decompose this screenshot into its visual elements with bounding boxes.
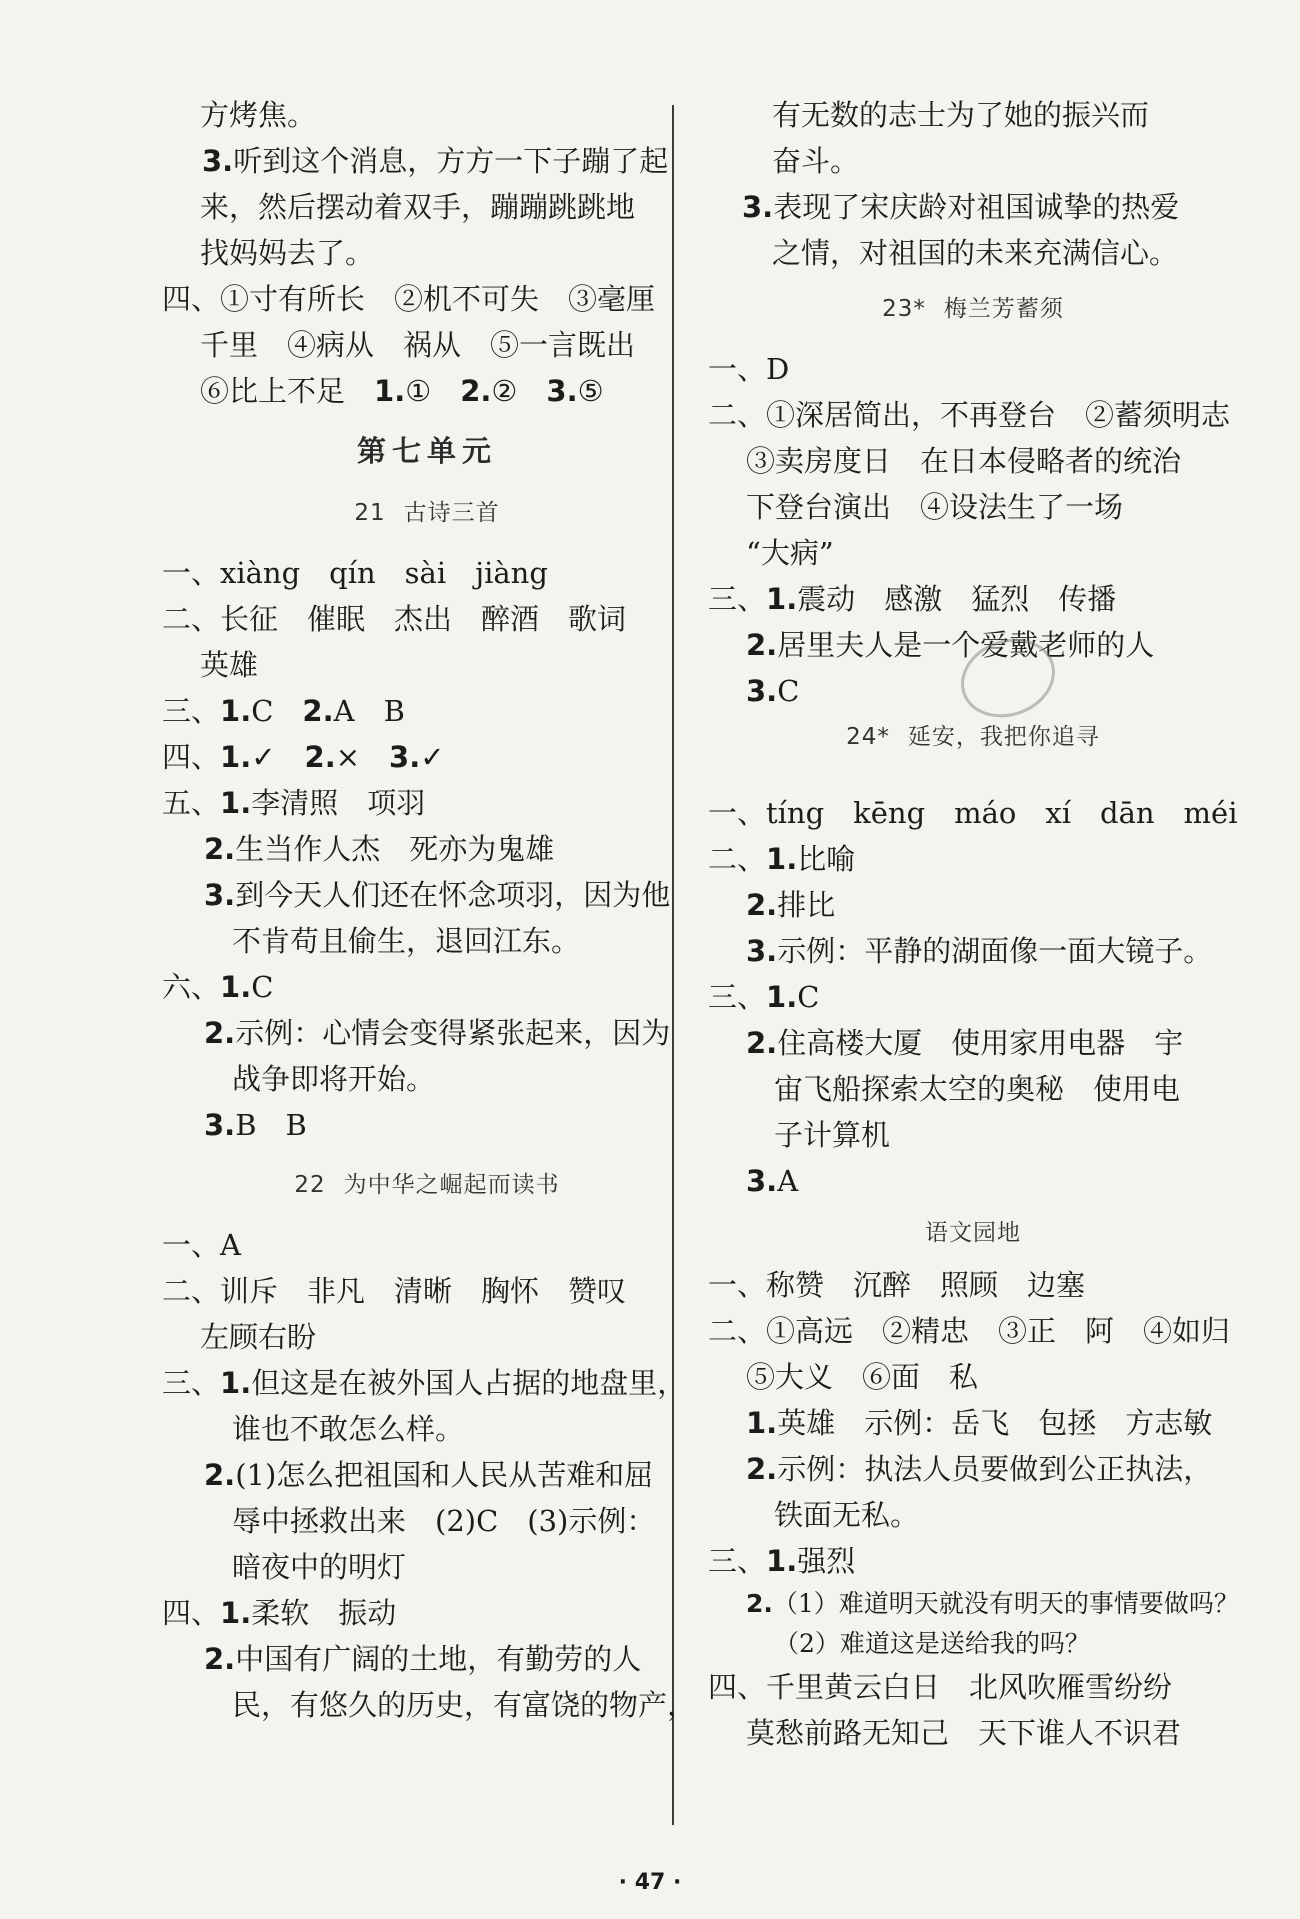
answer-line: 3.A: [746, 1164, 799, 1198]
answer-line: 民，有悠久的历史，有富饶的物产，: [232, 1688, 697, 1722]
answer-line: 千里 ④病从 祸从 ⑤一言既出: [200, 328, 636, 362]
answer-line: 3.表现了宋庆龄对祖国诚挚的热爱: [742, 190, 1180, 224]
answer-line: 下登台演出 ④设法生了一场: [746, 490, 1124, 524]
answer-line: 一、D: [708, 352, 790, 386]
answer-line: 辱中拯救出来 (2)C (3)示例：: [232, 1504, 656, 1538]
answer-line: 3.B B: [204, 1108, 307, 1142]
answer-text: 听到这个消息，方方一下子蹦了起: [233, 144, 669, 178]
answer-line: 三、1.C 2.A B: [162, 694, 405, 728]
lesson-heading: 24* 延安，我把你追寻: [846, 724, 1100, 750]
answer-line: 四、1.柔软 振动: [162, 1596, 397, 1630]
answer-line: 2.居里夫人是一个爱戴老师的人: [746, 628, 1155, 662]
answer-line: 暗夜中的明灯: [232, 1550, 407, 1584]
answer-line: 奋斗。: [772, 144, 860, 178]
answer-line: 左顾右盼: [200, 1320, 317, 1354]
answer-line: 一、称赞 沉醉 照顾 边塞: [708, 1268, 1086, 1302]
answer-line: 一、xiàng qín sài jiàng: [162, 556, 548, 590]
answer-line: 二、①深居简出，不再登台 ②蓄须明志: [708, 398, 1231, 432]
answer-line: 2.（1）难道明天就没有明天的事情要做吗？: [746, 1589, 1239, 1618]
answer-line: 2.示例：心情会变得紧张起来，因为: [204, 1016, 671, 1050]
answer-line: 2.生当作人杰 死亦为鬼雄: [204, 832, 555, 866]
answer-line: 2.排比: [746, 888, 836, 922]
answer-line: 莫愁前路无知己 天下谁人不识君: [746, 1716, 1182, 1750]
answer-line: 铁面无私。: [774, 1498, 920, 1532]
left-column: [162, 92, 697, 1728]
answer-line: 3.示例：平静的湖面像一面大镜子。: [746, 934, 1213, 968]
answer-line: 四、①寸有所长 ②机不可失 ③毫厘: [162, 282, 656, 316]
answer-line: 六、1.C: [162, 970, 274, 1004]
answer-line: 2.住高楼大厦 使用家用电器 宇: [746, 1026, 1184, 1060]
answer-line: 三、1.C: [708, 980, 820, 1014]
answer-line: 1.英雄 示例：岳飞 包拯 方志敏: [746, 1406, 1213, 1440]
answer-line: 五、1.李清照 项羽: [162, 786, 426, 820]
answer-line: 四、千里黄云白日 北风吹雁雪纷纷: [708, 1670, 1173, 1704]
lesson-heading: 21 古诗三首: [354, 500, 500, 526]
answer-line: 找妈妈去了。: [200, 236, 375, 270]
answer-line: ⑥比上不足 1.① 2.② 3.⑤: [200, 374, 604, 408]
answer-line: 来，然后摆动着双手，蹦蹦跳跳地: [200, 190, 636, 224]
unit-title: 第七单元: [356, 434, 497, 468]
answer-line: 战争即将开始。: [232, 1062, 436, 1096]
answer-line: 2.中国有广阔的土地，有勤劳的人: [204, 1642, 642, 1676]
answer-line: 宙飞船探索太空的奥秘 使用电: [774, 1072, 1181, 1106]
page-number: · 47 ·: [618, 1870, 682, 1895]
answer-line: 英雄: [200, 648, 259, 682]
answer-line: 一、tíng kēng máo xí dān méi: [708, 796, 1238, 830]
answer-line: 谁也不敢怎么样。: [232, 1412, 465, 1446]
answer-line: 2.(1)怎么把祖国和人民从苦难和屈: [204, 1458, 654, 1492]
answer-line: 子计算机: [774, 1118, 891, 1152]
lesson-heading: 语文园地: [925, 1220, 1021, 1246]
answer-line: 3.到今天人们还在怀念项羽，因为他: [204, 878, 671, 912]
answer-line: ⑤大义 ⑥面 私: [746, 1360, 979, 1394]
answer-line: 2.示例：执法人员要做到公正执法，: [746, 1452, 1213, 1486]
right-column: [708, 92, 1238, 1756]
answer-line: [162, 138, 692, 184]
answer-line: 3.C: [746, 674, 800, 708]
answer-line: 一、A: [162, 1228, 241, 1262]
lesson-heading: 22 为中华之崛起而读书: [294, 1172, 560, 1198]
answer-line: 方烤焦。: [200, 98, 317, 132]
answer-line: 二、训斥 非凡 清晰 胸怀 赞叹: [162, 1274, 627, 1308]
item-number: 3.: [202, 144, 234, 178]
answer-line: 不肯苟且偷生，退回江东。: [232, 924, 581, 958]
answer-line: 四、1.✓ 2.× 3.✓: [162, 740, 445, 774]
answer-line: ③卖房度日 在日本侵略者的统治: [746, 444, 1182, 478]
answer-line: “大病”: [746, 536, 834, 570]
answer-line: 之情，对祖国的未来充满信心。: [772, 236, 1179, 270]
lesson-heading: 23* 梅兰芳蓄须: [882, 296, 1064, 322]
answer-line: 二、1.比喻: [708, 842, 856, 876]
answer-line: 二、①高远 ②精忠 ③正 阿 ④如归: [708, 1314, 1231, 1348]
answer-line: 三、1.震动 感激 猛烈 传播: [708, 582, 1117, 616]
answer-line: （2）难道这是送给我的吗？: [774, 1629, 1090, 1658]
answer-line: 有无数的志士为了她的振兴而: [772, 98, 1150, 132]
answer-line: 三、1.但这是在被外国人占据的地盘里，: [162, 1366, 687, 1400]
answer-line: 三、1.强烈: [708, 1544, 856, 1578]
answer-line: 二、长征 催眠 杰出 醉酒 歌词: [162, 602, 627, 636]
